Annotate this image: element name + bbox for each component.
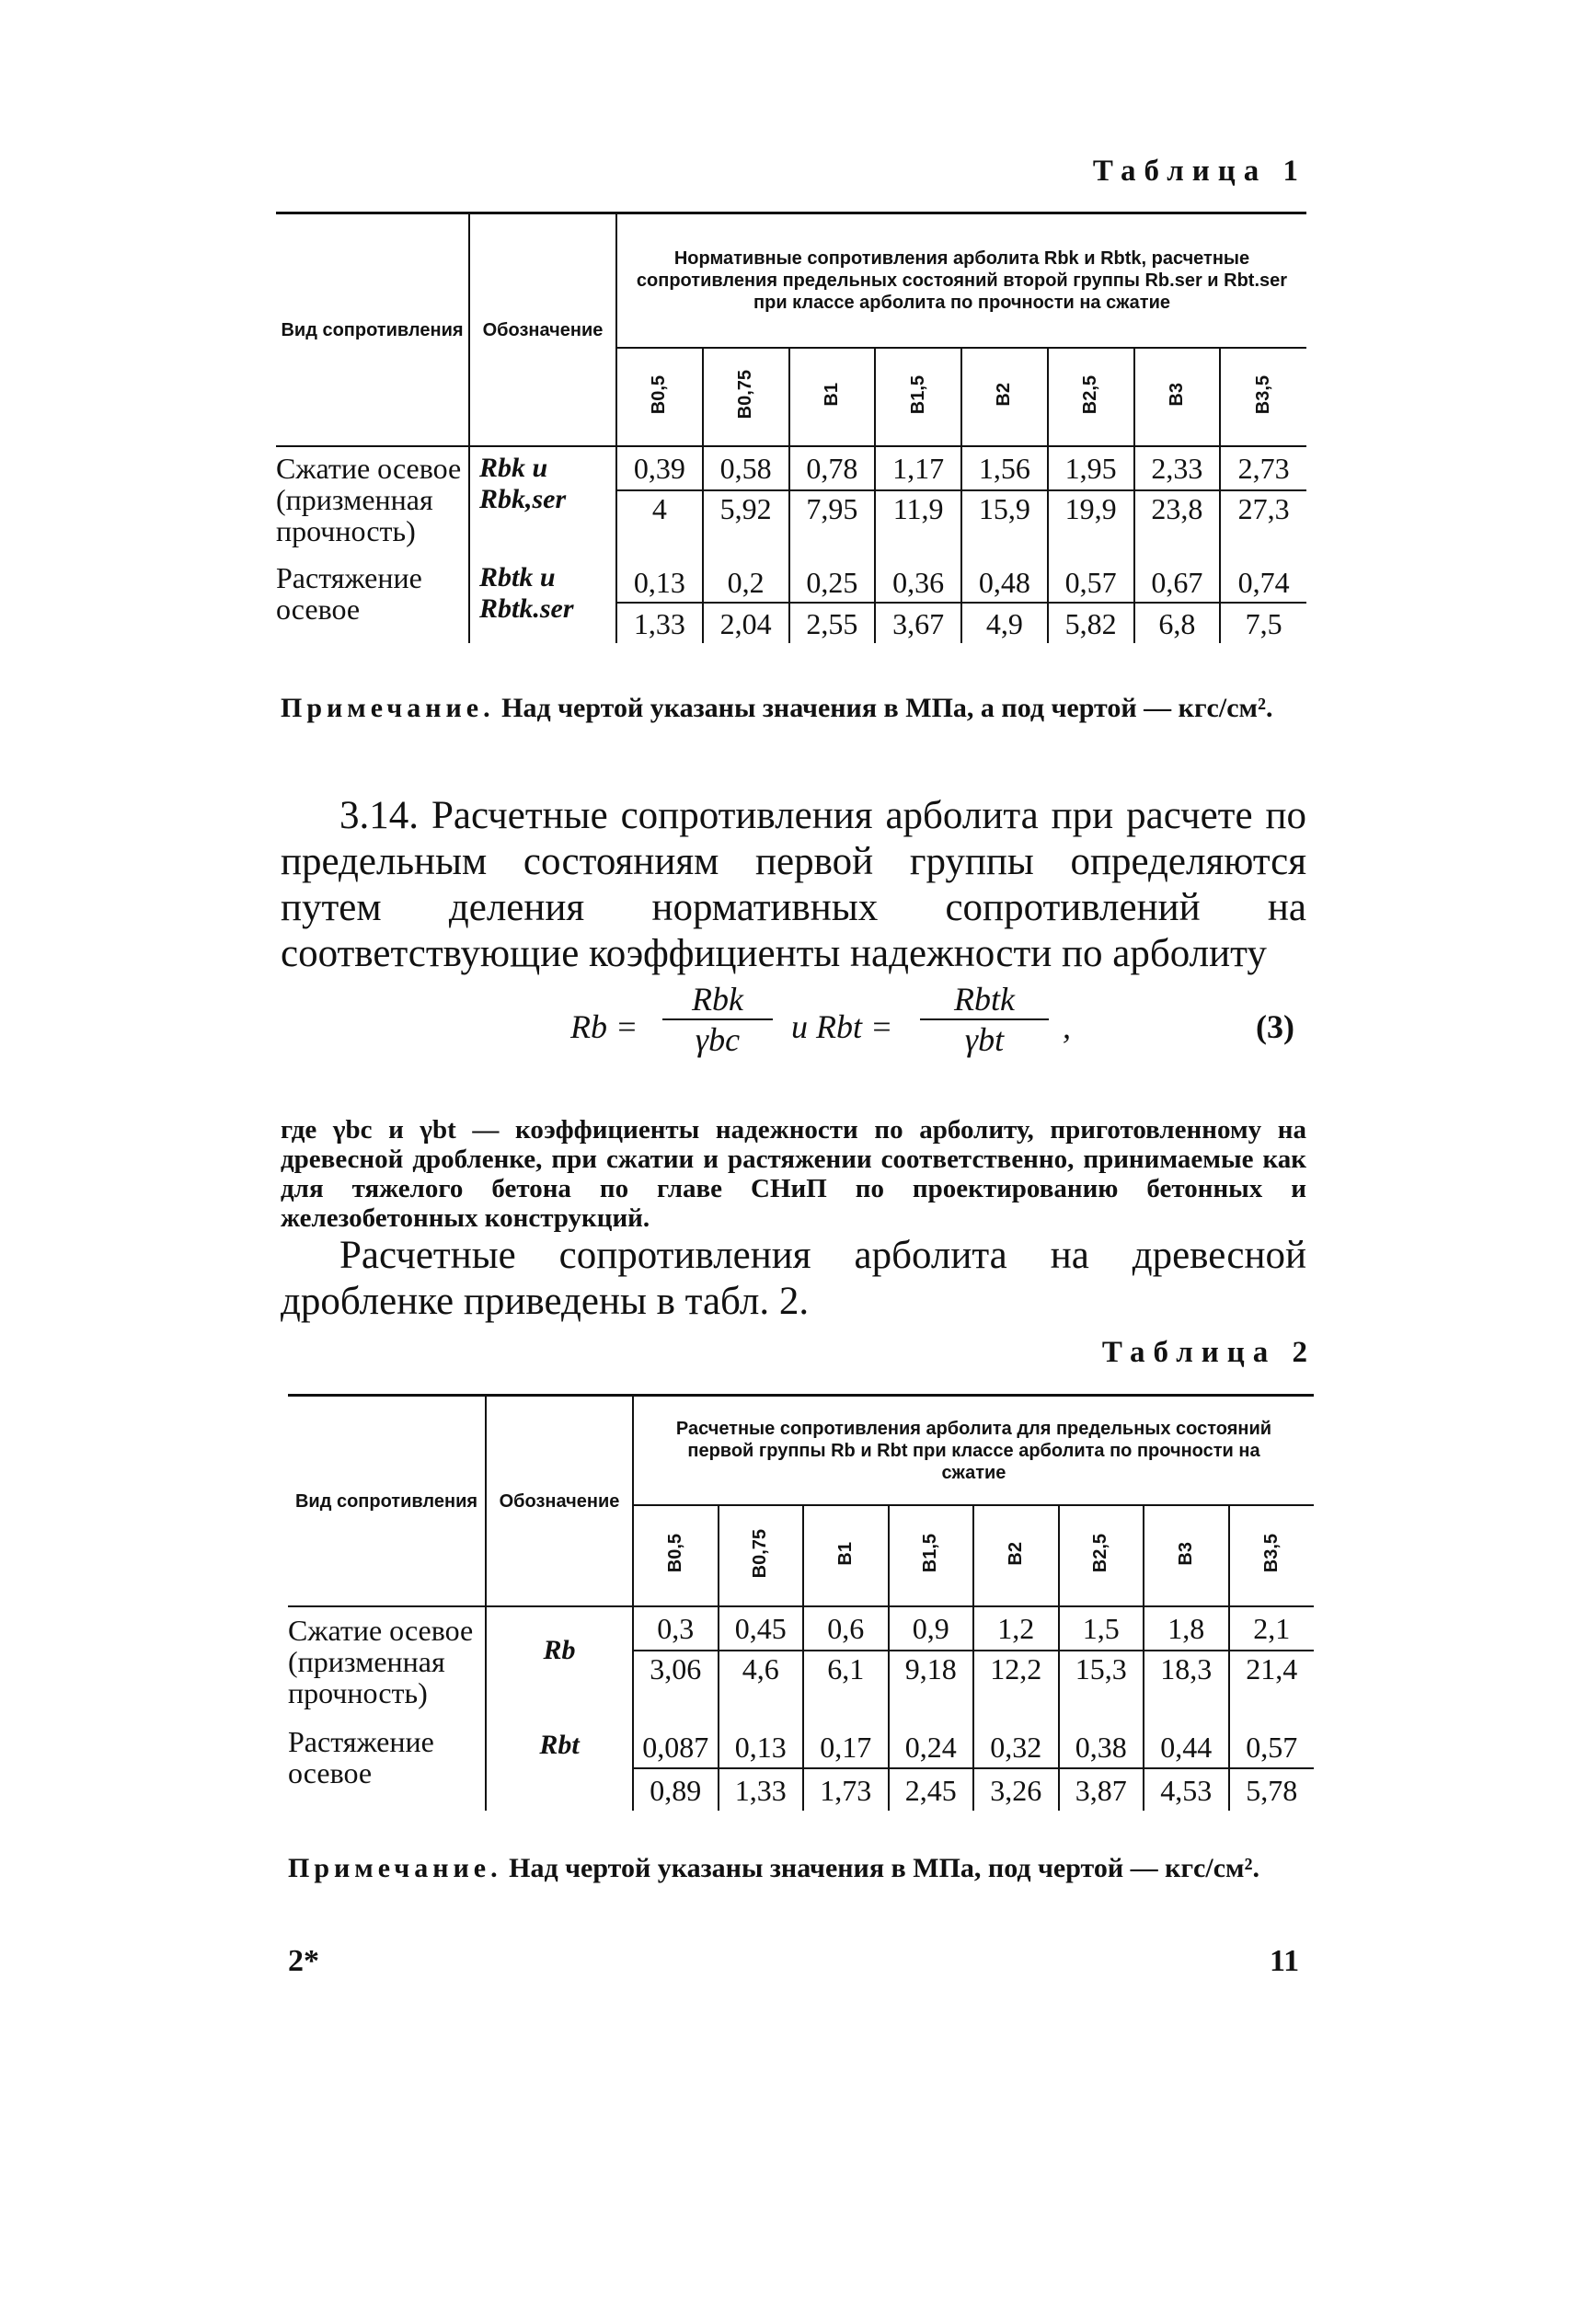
mpa-value: 2,1 — [1229, 1606, 1315, 1651]
mpa-value: 1,5 — [1059, 1606, 1144, 1651]
formula-lhs: Rb = — [570, 1008, 638, 1045]
table2-class: B0,5 — [664, 1534, 685, 1573]
table-row — [288, 1726, 1314, 1768]
formula-where-text: где γbc и γbt — коэффициенты надежности по арболиту, приготовленному на древесной дробленке, при сжатии и растяжении соответственно, принимаемые как для тяжелого бетона по главе СНиП по проектированию бетонных и железобетонных конструкций. — [281, 1115, 1306, 1233]
kgf-value: 2,45 — [889, 1768, 974, 1811]
table2-row-label: Растяжение осевое — [288, 1726, 486, 1811]
note-label: Примечание. — [288, 1853, 502, 1883]
kgf-value: 1,33 — [719, 1768, 804, 1811]
kgf-value: 0,89 — [633, 1768, 719, 1811]
table2-class: B1,5 — [920, 1534, 941, 1573]
kgf-value: 11,9 — [875, 490, 961, 562]
kgf-value: 7,5 — [1245, 606, 1282, 640]
table1-row-symbol — [469, 446, 616, 562]
kgf-value: 1,73 — [803, 1768, 889, 1811]
table2-class: B0,75 — [750, 1528, 771, 1579]
mpa-value: 0,087 — [633, 1726, 719, 1768]
table1-class: B0,5 — [649, 374, 670, 415]
mpa-value: 0,38 — [1059, 1726, 1144, 1768]
note-text: Над чертой указаны значения в МПа, а под чертой — кгс/см². — [501, 693, 1273, 723]
kgf-value: 18,3 — [1144, 1651, 1229, 1726]
mpa-value: 0,17 — [803, 1726, 889, 1768]
mpa-value: 1,2 — [973, 1606, 1059, 1651]
kgf-value: 7,95 — [789, 490, 876, 562]
kgf-value: 4,9 — [961, 603, 1048, 643]
table1-class: B2 — [994, 383, 1015, 407]
symbol-line: Rbtk.ser — [479, 593, 574, 624]
kgf-value: 2,04 — [703, 603, 789, 643]
kgf-value: 27,3 — [1237, 492, 1290, 525]
kgf-value: 5,78 — [1246, 1773, 1298, 1807]
table2-note — [288, 1852, 1314, 1885]
mpa-value: 0,36 — [875, 562, 961, 603]
kgf-value: 3,67 — [875, 603, 961, 643]
symbol-line: Rbtk и — [479, 562, 556, 593]
table2-row-symbol: Rbt — [486, 1726, 633, 1811]
formula-3 — [561, 980, 1306, 1090]
mpa-value: 0,67 — [1134, 562, 1221, 603]
paragraph-3-14: 3.14. Расчетные сопротивления арболита при расчете по предельным состояниям первой группы определяются путем деления нормативных сопротивлений на соответствующие коэффициенты надежности по арболиту — [281, 794, 1306, 975]
table1 — [276, 214, 1306, 643]
kgf-value: 23,8 — [1134, 490, 1221, 562]
symbol-line: Rbk и — [479, 453, 548, 483]
table2-class: B2,5 — [1090, 1534, 1111, 1573]
table-row — [288, 1606, 1314, 1651]
table2-col-type: Вид сопротивления — [288, 1397, 486, 1606]
formula-denominator: γbc — [695, 1021, 741, 1058]
table2-class: B3,5 — [1260, 1534, 1282, 1573]
mpa-value: 2,73 — [1220, 446, 1306, 490]
formula-numerator: Rbtk — [920, 980, 1049, 1020]
table1-row-label: Растяжение осевое — [276, 562, 469, 643]
formula-number: (3) — [1256, 1008, 1294, 1045]
table2-header: Расчетные сопротивления арболита для предельных состояний первой группы Rb и Rbt при классе арболита по прочности на сжатие — [633, 1397, 1314, 1505]
table2-col-symbol: Обозначение — [486, 1397, 633, 1606]
kgf-value: 3,06 — [633, 1651, 719, 1726]
table-row — [276, 562, 1306, 603]
kgf-value: 15,3 — [1059, 1651, 1144, 1726]
formula-mid: и Rbt = — [791, 1008, 893, 1045]
kgf-value: 4 — [616, 490, 703, 562]
kgf-value: 15,9 — [961, 490, 1048, 562]
formula-numerator: Rbk — [662, 980, 773, 1020]
mpa-value: 0,48 — [961, 562, 1048, 603]
table1-col-type: Вид сопротивления — [276, 214, 469, 446]
table1-class: B3,5 — [1253, 374, 1274, 415]
kgf-value: 9,18 — [889, 1651, 974, 1726]
kgf-value: 12,2 — [973, 1651, 1059, 1726]
table2 — [288, 1397, 1314, 1811]
note-label: Примечание. — [281, 693, 495, 723]
paragraph-table2-ref: Расчетные сопротивления арболита на древесной дробленке приведены в табл. 2. — [281, 1234, 1306, 1323]
table1-row-label: Сжатие осевое (призменная прочность) — [276, 446, 469, 562]
kgf-value: 1,33 — [616, 603, 703, 643]
mpa-value: 1,8 — [1144, 1606, 1229, 1651]
table1-class: B2,5 — [1080, 374, 1101, 415]
kgf-value: 3,87 — [1059, 1768, 1144, 1811]
mpa-value: 0,57 — [1048, 562, 1134, 603]
mpa-value: 1,56 — [961, 446, 1048, 490]
kgf-value: 2,55 — [789, 603, 876, 643]
mpa-value: 2,33 — [1134, 446, 1221, 490]
mpa-value: 0,44 — [1144, 1726, 1229, 1768]
table-row — [276, 446, 1306, 490]
table1-note — [281, 692, 1306, 725]
table2-caption: Таблица 2 — [1101, 1336, 1316, 1369]
table1-class: B1,5 — [907, 374, 928, 415]
kgf-value: 5,82 — [1048, 603, 1134, 643]
table1-class: B3 — [1166, 383, 1187, 407]
formula-denominator: γbt — [964, 1021, 1005, 1058]
mpa-value: 0,57 — [1229, 1726, 1315, 1768]
mpa-value: 0,78 — [789, 446, 876, 490]
sheet-mark: 2* — [288, 1944, 319, 1978]
table1-caption: Таблица 1 — [1092, 155, 1306, 188]
mpa-value: 0,39 — [616, 446, 703, 490]
symbol-line: Rbk,ser — [479, 484, 567, 514]
mpa-value: 0,58 — [703, 446, 789, 490]
mpa-value: 0,24 — [889, 1726, 974, 1768]
mpa-value: 0,13 — [616, 562, 703, 603]
mpa-value: 1,95 — [1048, 446, 1134, 490]
table1-row-symbol — [469, 562, 616, 643]
kgf-value: 3,26 — [973, 1768, 1059, 1811]
table2-class: B2 — [1005, 1541, 1026, 1566]
mpa-value: 0,45 — [719, 1606, 804, 1651]
table2-class: B1 — [834, 1541, 856, 1566]
table1-class: B0,75 — [735, 370, 756, 420]
mpa-value: 0,32 — [973, 1726, 1059, 1768]
mpa-value: 0,2 — [703, 562, 789, 603]
formula-tail: , — [1063, 1008, 1071, 1045]
mpa-value: 0,13 — [719, 1726, 804, 1768]
table1-header: Нормативные сопротивления арболита Rbk и Rbtk, расчетные сопротивления предельных состояний второй группы Rb.ser и Rbt.ser при классе арболита по прочности на сжатие — [616, 214, 1306, 348]
kgf-value: 4,53 — [1144, 1768, 1229, 1811]
kgf-value: 4,6 — [719, 1651, 804, 1726]
formula-fraction-2 — [920, 980, 1049, 1059]
page-number: 11 — [1270, 1944, 1300, 1978]
mpa-value: 0,3 — [633, 1606, 719, 1651]
formula-fraction-1 — [662, 980, 773, 1059]
mpa-value: 0,25 — [789, 562, 876, 603]
mpa-value: 0,9 — [889, 1606, 974, 1651]
mpa-value: 0,6 — [803, 1606, 889, 1651]
kgf-value: 6,1 — [803, 1651, 889, 1726]
table1-class: B1 — [821, 383, 842, 407]
table1-col-symbol: Обозначение — [469, 214, 616, 446]
kgf-value: 21,4 — [1246, 1652, 1298, 1685]
kgf-value: 19,9 — [1048, 490, 1134, 562]
mpa-value: 1,17 — [875, 446, 961, 490]
table2-row-label: Сжатие осевое (призменная прочность) — [288, 1606, 486, 1726]
note-text: Над чертой указаны значения в МПа, под чертой — кгс/см². — [509, 1853, 1259, 1883]
table2-class: B3 — [1175, 1541, 1196, 1566]
kgf-value: 6,8 — [1134, 603, 1221, 643]
kgf-value: 5,92 — [703, 490, 789, 562]
table2-row-symbol: Rb — [486, 1606, 633, 1726]
mpa-value: 0,74 — [1220, 562, 1306, 603]
